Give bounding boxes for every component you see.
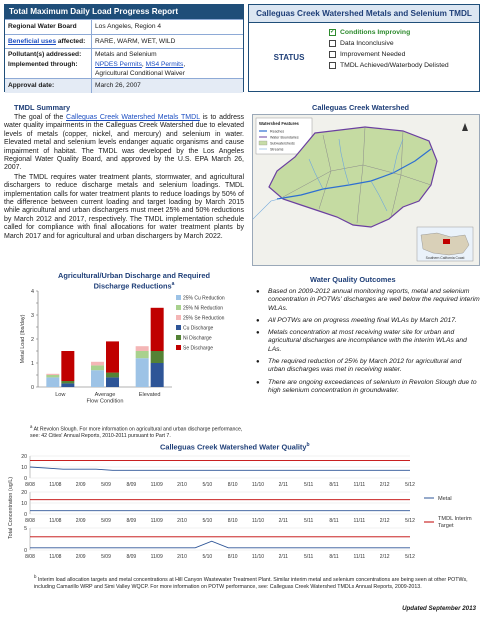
line-series-metal (30, 467, 410, 470)
bar-segment (151, 308, 164, 351)
line-chart (4, 452, 482, 572)
line-x-tick-label: 8/08 (25, 518, 35, 524)
uses-value: RARE, WARM, WET, WILD (91, 35, 243, 49)
line-x-tick-label: 2/12 (379, 518, 390, 524)
tmdl-link[interactable]: Calleguas Creek Watershed Metals TMDL (66, 114, 200, 121)
map-legend-item: Subwatersheds (270, 141, 295, 146)
implemented-tail: , (183, 60, 186, 68)
line-x-tick-label: 2/10 (177, 518, 187, 524)
line-x-tick-label: 2/10 (177, 482, 187, 488)
board-label: Regional Water Board (8, 23, 77, 30)
bar-legend-swatch (176, 305, 181, 310)
line-x-tick-label: 5/11 (303, 482, 314, 488)
bar-legend-swatch (176, 295, 181, 300)
line-x-tick-label: 8/11 (329, 554, 339, 560)
bar-segment (136, 351, 149, 358)
line-chart-title (160, 442, 310, 451)
status-item-tmdl-achieved (329, 60, 479, 71)
line-x-tick-label: 2/12 (379, 482, 390, 488)
line-x-tick-label: 2/11 (278, 554, 289, 560)
line-x-tick-label: 5/09 (101, 518, 111, 524)
map-legend-item: Streams (270, 147, 284, 152)
outcomes-list (252, 288, 480, 399)
bar-legend-swatch (176, 335, 181, 340)
bar-segment (91, 365, 104, 370)
line-x-tick-label: 8/09 (126, 482, 137, 488)
line-y-tick-label: 0 (24, 476, 27, 482)
bar-segment (46, 377, 59, 387)
summary-heading: TMDL Summary (14, 103, 71, 112)
line-y-tick-label: 10 (21, 465, 27, 471)
bar-legend-swatch (176, 315, 181, 320)
bar-legend-swatch (176, 345, 181, 350)
bar-chart-footnote (30, 424, 244, 440)
line-x-tick-label: 8/09 (126, 554, 137, 560)
bar-y-tick-label: 1 (31, 361, 34, 367)
bar-legend-swatch (176, 325, 181, 330)
line-y-tick-label: 0 (24, 548, 27, 554)
summary-p1-start: The goal of the (14, 114, 67, 121)
beneficial-uses-link[interactable]: Beneficial uses (8, 37, 57, 45)
footnote (34, 574, 474, 590)
summary-paragraph-1 (4, 114, 244, 173)
line-x-tick-label: 11/08 (49, 482, 62, 488)
bar-chart (4, 285, 244, 423)
uses-label-suffix: affected: (56, 37, 86, 45)
npdes-permits-link[interactable]: NPDES Permits (95, 60, 142, 68)
status-item-label: Improvement Needed (340, 51, 406, 58)
line-y-axis-label: Total Concentration (ug/L) (8, 476, 14, 540)
checkbox-icon (329, 40, 336, 47)
bar-segment (151, 363, 164, 387)
bar-segment (61, 383, 74, 387)
bar-chart-footnote-mark: a (30, 424, 33, 429)
line-x-tick-label: 8/09 (126, 518, 137, 524)
status-label: STATUS (273, 52, 305, 62)
line-x-tick-label: 5/10 (202, 518, 213, 524)
pollutant-implemented-labels (5, 49, 91, 78)
line-x-tick-label: 11/11 (353, 554, 366, 560)
implemented-sep: , (141, 60, 146, 68)
updated-date: Updated September 2013 (402, 605, 476, 612)
line-x-tick-label: 5/09 (101, 554, 111, 560)
tmdl-title: Calleguas Creek Watershed Metals and Selenium TMDL (249, 5, 479, 23)
bar-chart-title-sup: a (171, 281, 175, 287)
bar-y-tick-label: 4 (31, 289, 34, 295)
bar-segment (136, 358, 149, 387)
outcome-item: ● The required reduction of 25% by March 2012 for agricultural and urban discharges was met in receiving water. (252, 358, 480, 375)
bar-segment (136, 346, 149, 351)
bar-segment (91, 362, 104, 366)
approval-row (5, 78, 243, 93)
board-value: Los Angeles, Region 4 (91, 20, 243, 34)
status-wrap (249, 23, 479, 91)
line-y-tick-label: 20 (21, 454, 27, 460)
line-chart-title-text: Calleguas Creek Watershed Water Quality (160, 442, 307, 452)
pollutants-value: Metals and Selenium (95, 51, 157, 59)
outcome-item: ● There are ongoing exceedances of selenium in Revolon Slough due to high selenium concentration in groundwater. (252, 379, 480, 396)
line-x-tick-label: 8/08 (25, 554, 35, 560)
line-x-tick-label: 11/11 (353, 482, 366, 488)
map-legend-title: Watershed Features (259, 121, 299, 126)
watershed-map (252, 114, 480, 266)
line-x-tick-label: 11/10 (251, 554, 265, 560)
outcome-item: ● Based on 2009-2012 annual monitoring reports, metal and selenium concentration in POTWs' discharges are well below the required interim WLAs. (252, 288, 480, 313)
bar-legend-label: Se Discharge (183, 345, 214, 352)
approval-value: March 26, 2007 (91, 79, 243, 93)
bar-segment (46, 374, 59, 375)
map-heading: Calleguas Creek Watershed (312, 103, 410, 112)
line-x-tick-label: 11/09 (150, 482, 163, 488)
pollutants-label: Pollutant(s) addressed: (8, 51, 82, 59)
line-x-tick-label: 2/10 (177, 554, 187, 560)
line-x-tick-label: 11/09 (150, 554, 163, 560)
bar-y-axis-label: Metal Load (lbs/day) (20, 314, 26, 364)
map-legend-item: Water Boundaries (270, 135, 299, 140)
checkbox-icon (329, 62, 336, 69)
implemented-label: Implemented through: (8, 60, 78, 68)
bar-segment (106, 377, 119, 387)
status-item-label: TMDL Achieved/Waterbody Delisted (340, 62, 449, 69)
line-y-tick-label: 20 (21, 490, 27, 496)
line-x-tick-label: 11/08 (49, 554, 62, 560)
line-x-tick-label: 11/09 (150, 518, 163, 524)
implemented-value-line2: Agricultural Conditional Waiver (95, 70, 185, 77)
line-legend-label: Target (438, 523, 454, 529)
line-x-tick-label: 5/11 (303, 554, 314, 560)
line-y-tick-label: 10 (21, 501, 27, 507)
line-legend-label: TMDL Interim (438, 516, 472, 522)
bar-legend-label: 25% Se Reduction (183, 315, 225, 322)
uses-label-cell (5, 35, 91, 49)
bar-segment (61, 351, 74, 381)
board-row (5, 19, 243, 34)
line-x-tick-label: 2/11 (278, 482, 289, 488)
uses-row (5, 34, 243, 49)
line-x-tick-label: 11/08 (49, 518, 62, 524)
line-series-metal (30, 541, 410, 548)
bar-y-tick-label: 0 (31, 385, 34, 391)
ms4-permits-link[interactable]: MS4 Permits (145, 60, 184, 68)
map-legend-item: Reaches (270, 129, 285, 134)
report-title: Total Maximum Daily Load Progress Report (5, 5, 243, 19)
line-x-tick-label: 8/11 (329, 518, 339, 524)
bar-segment (91, 370, 104, 387)
bar-x-tick-label: Elevated (138, 392, 161, 398)
bar-chart-footnote-text: At Revolon Slough. For more information on agricultural and urban discharge performance, see: 42 Cities' Annual Reports, 2010-2011 pursuant to Part 7. (30, 426, 243, 440)
line-x-tick-label: 11/10 (251, 482, 265, 488)
bar-legend-label: Ni Discharge (183, 335, 212, 342)
line-x-tick-label: 8/10 (227, 518, 238, 524)
footnote-text: Interim load allocation targets and metal concentrations at Hill Canyon Wastewater Treatment Plant. Similar interim metal and selenium concentrations are being seen at other POTWs, including Camarillo WRP and Simi Valley WQCP. For more information on POTW performance, see: Calleguas Creek Watershed TMDLs Annual Reports, 2009-2013. (34, 576, 468, 590)
status-item-improvement-needed (329, 49, 479, 60)
summary-paragraph-2: The TMDL requires water treatment plants, stormwater, and agricultural dischargers to reduce discharge metals and selenium loadings. TMDL implementation calls for water treatment plants to reduce loadings by 50% of the difference between current loading and target loading by March 2015 while agricultural and urban dischargers must meet 25% and 50% reductions by March 2012 and 2017, respectively. The TMDL implementation schedule called for compliance with final allocations for water treatment plants by March 2017 and for agricultural and urban dischargers by March 2022. (4, 173, 244, 240)
bar-x-tick-label: Average (94, 392, 116, 398)
footnote-mark: b (34, 574, 37, 579)
outcomes-heading: Water Quality Outcomes (310, 275, 396, 284)
summary-text (4, 114, 244, 242)
summary-p1-rest: is to address water quality impairments in the Calleguas Creek Watershed due to elevated levels of metals (copper, nickel, and mercury) and selenium in water. Elevated metal and selenium levels endanger aquatic organisms and cause impairment of habitat. The TMDL was developed by the Los Angeles Regional Water Quality Board, and approved by the U.S. EPA March 26, 2007. (4, 114, 244, 172)
bar-legend-label: Cu Discharge (183, 325, 214, 332)
line-x-tick-label: 2/09 (75, 518, 86, 524)
line-x-tick-label: 8/11 (329, 482, 339, 488)
line-y-tick-label: 0 (24, 512, 27, 518)
header-info-table (4, 4, 244, 92)
bar-segment (106, 341, 119, 372)
bar-legend-label: 25% Ni Reduction (183, 305, 224, 312)
bar-chart-title-line2: Discharge Reductions (93, 281, 172, 291)
line-x-tick-label: 11/11 (353, 518, 366, 524)
line-x-tick-label: 8/10 (227, 554, 238, 560)
status-item-label: Data Inconclusive (340, 40, 394, 47)
line-x-tick-label: 5/10 (202, 482, 213, 488)
bar-segment (46, 375, 59, 377)
map-inset-label: Southern California Coast (425, 256, 465, 260)
implemented-value (95, 60, 240, 69)
bar-y-tick-label: 3 (31, 313, 34, 319)
approval-label: Approval date: (8, 82, 55, 90)
watershed-map-graphic (253, 115, 479, 265)
bar-y-tick-label: 2 (31, 337, 34, 343)
line-y-tick-label: 5 (24, 526, 27, 532)
line-legend-label: Metal (438, 496, 452, 502)
line-chart-title-sup: b (306, 442, 310, 448)
checked-box-icon: ✓ (330, 29, 336, 35)
line-x-tick-label: 5/12 (405, 518, 415, 524)
line-x-tick-label: 2/11 (278, 518, 289, 524)
checkbox-icon (329, 51, 336, 58)
bar-x-tick-label: Low (55, 392, 66, 398)
line-x-tick-label: 5/10 (202, 554, 213, 560)
pollutant-implemented-rows (5, 48, 243, 78)
status-item-conditions-improving (329, 27, 479, 38)
status-item-data-inconclusive (329, 38, 479, 49)
line-x-tick-label: 2/09 (75, 482, 86, 488)
line-x-tick-label: 8/10 (227, 482, 238, 488)
line-x-tick-label: 5/12 (405, 554, 415, 560)
line-x-tick-label: 5/09 (101, 482, 111, 488)
line-x-tick-label: 5/11 (303, 518, 314, 524)
bar-segment (151, 351, 164, 363)
bar-x-tick-label: Flow Condition (86, 398, 124, 405)
outcome-item: ● All POTWs are on progress meeting final WLAs by March 2017. (252, 317, 480, 325)
bar-legend-label: 25% Cu Reduction (183, 295, 225, 302)
bar-segment (61, 381, 74, 383)
line-x-tick-label: 2/09 (75, 554, 86, 560)
bar-segment (106, 373, 119, 378)
status-item-label: Conditions Improving (340, 29, 411, 36)
pollutant-implemented-values (91, 49, 243, 78)
line-x-tick-label: 5/12 (405, 482, 415, 488)
bar-chart-title-line1: Agricultural/Urban Discharge and Required (58, 271, 210, 280)
status-list (329, 23, 479, 91)
line-x-tick-label: 2/12 (379, 554, 390, 560)
line-x-tick-label: 11/10 (251, 518, 265, 524)
line-x-tick-label: 8/08 (25, 482, 35, 488)
status-box (248, 4, 480, 92)
outcome-item: ● Metals concentration at most receiving water site for urban and agricultural discharges are incompliance with the interim WLAs and LAs. (252, 329, 480, 354)
